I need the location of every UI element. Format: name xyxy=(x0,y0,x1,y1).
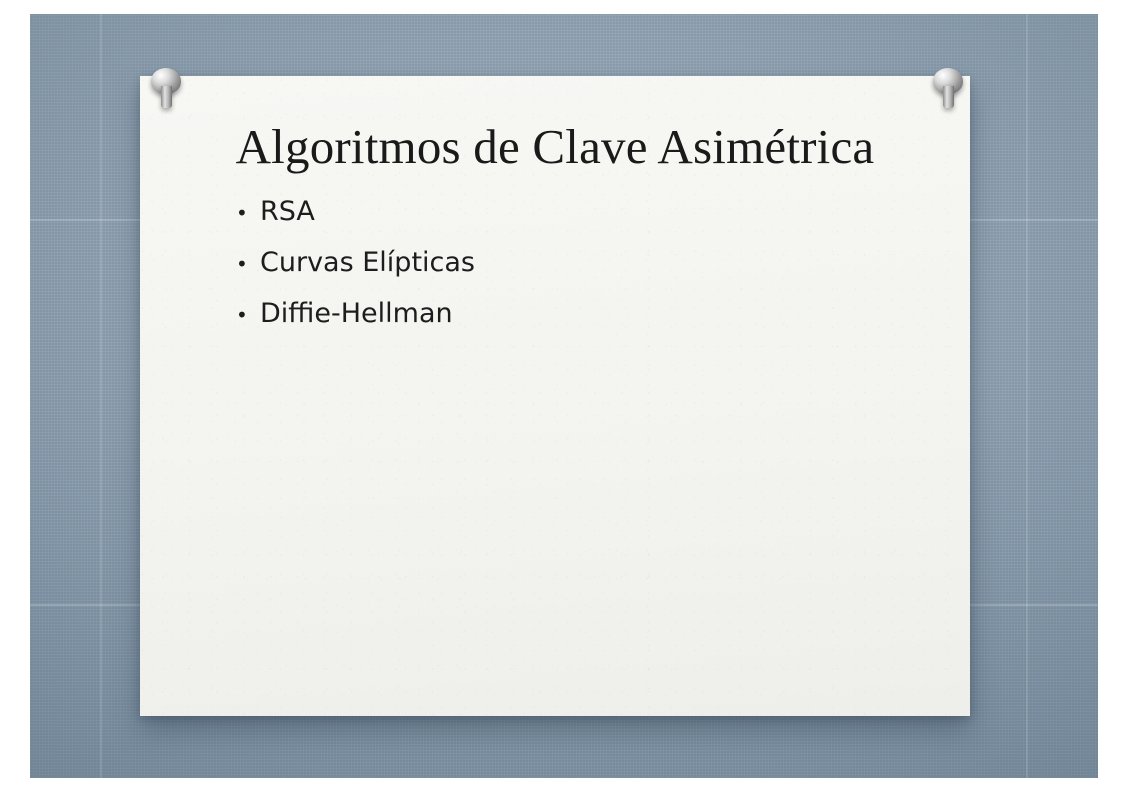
page-title: Algoritmos de Clave Asimétrica xyxy=(235,119,875,174)
bullet-point-icon: • xyxy=(236,302,248,327)
list-item-label: RSA xyxy=(260,195,315,227)
slide-background-board xyxy=(30,14,1098,778)
list-item-label: Diffie-Hellman xyxy=(260,297,453,329)
bullet-point-icon: • xyxy=(236,200,248,225)
board-seam-vertical-right xyxy=(1026,14,1028,778)
bullet-point-icon: • xyxy=(236,251,248,276)
list-item xyxy=(236,247,926,278)
list-item xyxy=(236,298,926,329)
slide-paper-sheet xyxy=(140,76,970,716)
board-seam-vertical-left xyxy=(100,14,102,778)
bullet-list xyxy=(184,196,926,329)
list-item-label: Curvas Elípticas xyxy=(260,246,475,278)
list-item xyxy=(236,196,926,227)
